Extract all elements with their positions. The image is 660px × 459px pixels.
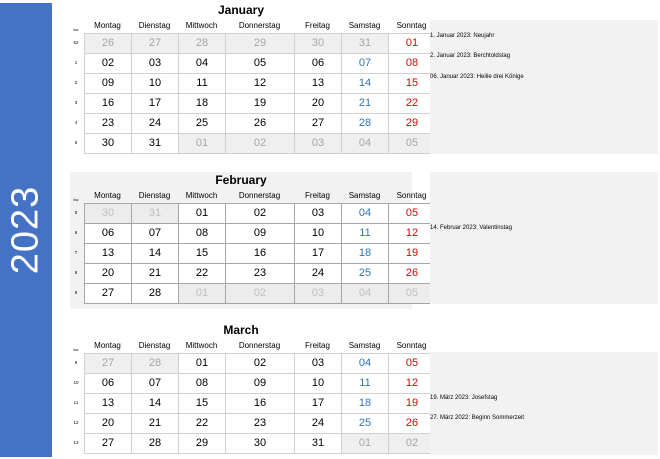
day-cell: 30 (84, 203, 132, 224)
day-cell: 07 (131, 373, 179, 394)
day-cell: 10 (294, 373, 342, 394)
day-cell: 03 (131, 53, 179, 74)
month-title: February (215, 173, 267, 187)
day-cell: 05 (388, 133, 436, 154)
week-number-label: kw (73, 347, 79, 352)
day-cell: 25 (178, 113, 226, 134)
day-cell: 12 (225, 73, 295, 94)
week-number: 1 (74, 60, 78, 65)
day-cell: 13 (84, 243, 132, 264)
day-cell: 28 (341, 113, 389, 134)
day-cell: 17 (294, 243, 342, 264)
day-cell: 02 (225, 203, 295, 224)
week-number-label: kw (73, 197, 79, 202)
day-cell: 27 (84, 353, 132, 374)
day-cell: 10 (294, 223, 342, 244)
month-block-january (70, 2, 427, 158)
day-cell: 29 (225, 33, 295, 54)
year-sidebar (0, 3, 52, 457)
week-number: 4 (74, 120, 78, 125)
day-cell: 26 (225, 113, 295, 134)
day-cell: 24 (294, 263, 342, 284)
day-cell: 11 (341, 373, 389, 394)
day-cell: 08 (178, 223, 226, 244)
day-cell: 18 (341, 243, 389, 264)
day-cell: 23 (84, 113, 132, 134)
day-cell: 11 (341, 223, 389, 244)
day-cell: 18 (178, 93, 226, 114)
day-cell: 02 (225, 283, 295, 304)
day-cell: 20 (84, 263, 132, 284)
day-cell: 16 (84, 93, 132, 114)
weekday-header: Freitag (305, 341, 330, 350)
day-cell: 09 (84, 73, 132, 94)
weekday-header: Freitag (305, 191, 330, 200)
weekday-header: Montag (94, 21, 121, 30)
day-cell: 26 (84, 33, 132, 54)
day-cell: 11 (178, 73, 226, 94)
day-cell: 01 (178, 133, 226, 154)
day-cell: 26 (388, 413, 436, 434)
weekday-header: Montag (94, 191, 121, 200)
weekday-header: Sonntag (396, 341, 427, 350)
weekday-header: Samstag (348, 21, 381, 30)
day-cell: 30 (225, 433, 295, 454)
holiday-panel-march (430, 352, 658, 455)
day-cell: 13 (84, 393, 132, 414)
day-cell: 04 (341, 283, 389, 304)
holiday-entry: 27. März 2022: Beginn Sommerzeit (430, 415, 525, 421)
week-number: 9 (74, 360, 78, 365)
weekday-header: Mittwoch (185, 191, 218, 200)
year-label: 2023 (4, 185, 47, 275)
day-cell: 28 (131, 283, 179, 304)
day-cell: 12 (388, 223, 436, 244)
day-cell: 05 (388, 283, 436, 304)
day-cell: 05 (225, 53, 295, 74)
day-cell: 07 (341, 53, 389, 74)
day-cell: 03 (294, 203, 342, 224)
day-cell: 03 (294, 133, 342, 154)
week-number: 9 (74, 290, 78, 295)
day-cell: 24 (294, 413, 342, 434)
day-cell: 28 (178, 33, 226, 54)
day-cell: 02 (388, 433, 436, 454)
day-cell: 01 (178, 283, 226, 304)
weekday-header: Donnerstag (238, 341, 281, 350)
week-number: 7 (74, 250, 78, 255)
day-cell: 08 (178, 373, 226, 394)
day-cell: 28 (131, 353, 179, 374)
day-cell: 16 (225, 243, 295, 264)
day-cell: 06 (84, 223, 132, 244)
weekday-header: Freitag (305, 21, 330, 30)
day-cell: 18 (341, 393, 389, 414)
day-cell: 20 (294, 93, 342, 114)
day-cell: 23 (225, 263, 295, 284)
day-cell: 01 (178, 203, 226, 224)
week-number: 3 (74, 100, 78, 105)
holiday-entry: 19. März 2023: Josefstag (430, 395, 498, 401)
day-cell: 01 (388, 33, 436, 54)
day-cell: 13 (294, 73, 342, 94)
day-cell: 19 (225, 93, 295, 114)
week-number-label: kw (73, 27, 79, 32)
weekday-header: Samstag (348, 191, 381, 200)
day-cell: 02 (225, 133, 295, 154)
holiday-entry: 2. Januar 2023: Berchtoldstag (430, 53, 511, 59)
holiday-panel-february (430, 172, 658, 304)
day-cell: 14 (131, 243, 179, 264)
day-cell: 27 (294, 113, 342, 134)
weekday-header: Dienstag (138, 21, 171, 30)
day-cell: 31 (131, 133, 179, 154)
day-cell: 27 (84, 283, 132, 304)
day-cell: 23 (225, 413, 295, 434)
holiday-entry: 06. Januar 2023: Heilie drei Könige (430, 74, 524, 80)
day-cell: 03 (294, 283, 342, 304)
day-cell: 08 (388, 53, 436, 74)
week-number: 2 (74, 80, 78, 85)
day-cell: 15 (388, 73, 436, 94)
month-block-february (70, 172, 427, 309)
day-cell: 04 (178, 53, 226, 74)
month-title: January (217, 3, 265, 17)
day-cell: 27 (131, 33, 179, 54)
week-number: 5 (74, 210, 78, 215)
day-cell: 24 (131, 113, 179, 134)
weekday-header: Mittwoch (185, 21, 218, 30)
day-cell: 25 (341, 263, 389, 284)
day-cell: 17 (131, 93, 179, 114)
day-cell: 27 (84, 433, 132, 454)
weekday-header: Donnerstag (238, 191, 281, 200)
holiday-entry: 14. Februar 2023: Valentinstag (430, 225, 512, 231)
day-cell: 01 (341, 433, 389, 454)
month-title: March (223, 323, 259, 337)
day-cell: 14 (131, 393, 179, 414)
week-number: 6 (74, 230, 78, 235)
day-cell: 21 (341, 93, 389, 114)
day-cell: 19 (388, 243, 436, 264)
day-cell: 03 (294, 353, 342, 374)
day-cell: 29 (388, 113, 436, 134)
day-cell: 19 (388, 393, 436, 414)
day-cell: 04 (341, 133, 389, 154)
day-cell: 05 (388, 203, 436, 224)
week-number: 10 (73, 380, 79, 385)
weekday-header: Donnerstag (238, 21, 281, 30)
day-cell: 28 (131, 433, 179, 454)
day-cell: 30 (84, 133, 132, 154)
day-cell: 04 (341, 203, 389, 224)
weekday-header: Sonntag (396, 21, 427, 30)
week-number: 52 (73, 40, 79, 45)
day-cell: 05 (388, 353, 436, 374)
day-cell: 16 (225, 393, 295, 414)
day-cell: 06 (294, 53, 342, 74)
week-number: 5 (74, 140, 78, 145)
day-cell: 22 (388, 93, 436, 114)
day-cell: 26 (388, 263, 436, 284)
day-cell: 10 (131, 73, 179, 94)
day-cell: 31 (131, 203, 179, 224)
day-cell: 15 (178, 243, 226, 264)
holiday-entry: 1. Januar 2023: Neujahr (430, 33, 495, 39)
day-cell: 22 (178, 413, 226, 434)
day-cell: 25 (341, 413, 389, 434)
day-cell: 20 (84, 413, 132, 434)
day-cell: 04 (341, 353, 389, 374)
day-cell: 31 (341, 33, 389, 54)
day-cell: 15 (178, 393, 226, 414)
day-cell: 21 (131, 263, 179, 284)
weekday-header: Montag (94, 341, 121, 350)
week-number: 13 (73, 440, 79, 445)
week-number: 11 (73, 400, 79, 405)
week-number: 12 (73, 420, 79, 425)
day-cell: 17 (294, 393, 342, 414)
weekday-header: Dienstag (138, 191, 171, 200)
holiday-panel-january (430, 20, 658, 154)
day-cell: 02 (225, 353, 295, 374)
day-cell: 09 (225, 223, 295, 244)
day-cell: 30 (294, 33, 342, 54)
day-cell: 21 (131, 413, 179, 434)
day-cell: 14 (341, 73, 389, 94)
day-cell: 22 (178, 263, 226, 284)
week-number: 8 (74, 270, 78, 275)
day-cell: 31 (294, 433, 342, 454)
day-cell: 01 (178, 353, 226, 374)
day-cell: 12 (388, 373, 436, 394)
weekday-header: Dienstag (138, 341, 171, 350)
weekday-header: Mittwoch (185, 341, 218, 350)
day-cell: 09 (225, 373, 295, 394)
weekday-header: Samstag (348, 341, 381, 350)
day-cell: 29 (178, 433, 226, 454)
day-cell: 02 (84, 53, 132, 74)
day-cell: 07 (131, 223, 179, 244)
day-cell: 06 (84, 373, 132, 394)
weekday-header: Sonntag (396, 191, 427, 200)
month-block-march (70, 322, 427, 459)
